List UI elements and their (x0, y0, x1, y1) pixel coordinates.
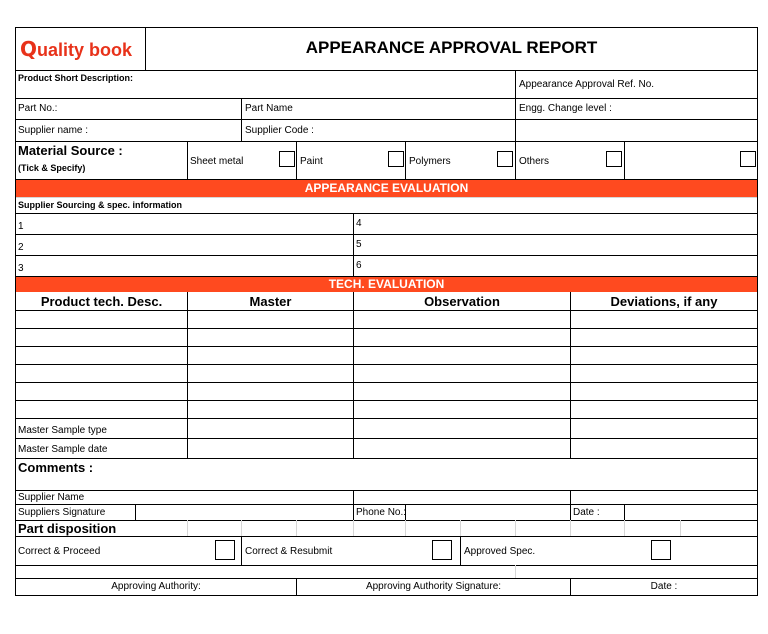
part-name-label: Part Name (245, 103, 293, 114)
master-sample-type-label: Master Sample type (18, 425, 107, 436)
part-no-label: Part No.: (18, 103, 58, 114)
disposition-approved-spec-label: Approved Spec. (464, 546, 536, 557)
engg-change-level-label: Engg. Change level : (519, 103, 612, 114)
logo-mark: Q (20, 37, 38, 61)
brand-logo (20, 37, 132, 63)
approval-ref-label: Appearance Approval Ref. No. (519, 79, 655, 90)
approval-date-label: Date : (650, 581, 678, 592)
disposition-correct-resubmit-checkbox[interactable] (432, 540, 452, 560)
material-source-label: Material Source : (18, 143, 123, 158)
appearance-row-6: 6 (356, 260, 362, 271)
material-option-sheet-metal: Sheet metal (190, 156, 244, 167)
appearance-row-1: 1 (18, 221, 24, 232)
appearance-row-2: 2 (18, 242, 24, 253)
disposition-correct-proceed-label: Correct & Proceed (18, 546, 101, 557)
supplier-code-label: Supplier Code : (245, 125, 314, 136)
material-source-hint: (Tick & Specify) (18, 163, 86, 173)
supplier-sourcing-heading: Supplier Sourcing & spec. information (18, 200, 183, 210)
disposition-correct-resubmit-label: Correct & Resubmit (245, 546, 333, 557)
part-disposition-label: Part disposition (18, 521, 117, 536)
product-short-description-label: Product Short Description: (18, 73, 134, 83)
appearance-row-3: 3 (18, 263, 24, 274)
material-paint-checkbox[interactable] (388, 151, 404, 167)
signoff-date-label: Date : (573, 507, 600, 518)
material-option-others: Others (519, 156, 550, 167)
phone-no-label: Phone No.: (356, 507, 407, 518)
appearance-row-4: 4 (356, 218, 362, 229)
material-others-checkbox[interactable] (606, 151, 622, 167)
supplier-name-label: Supplier name : (18, 125, 89, 136)
appearance-evaluation-band: APPEARANCE EVALUATION (16, 180, 757, 197)
column-observation: Observation (424, 294, 500, 309)
material-polymers-checkbox[interactable] (497, 151, 513, 167)
appearance-row-5: 5 (356, 239, 362, 250)
master-sample-date-label: Master Sample date (18, 444, 108, 455)
material-specify-checkbox[interactable] (740, 151, 756, 167)
disposition-approved-spec-checkbox[interactable] (651, 540, 671, 560)
column-product-tech-desc: Product tech. Desc. (40, 294, 163, 309)
material-sheet-metal-checkbox[interactable] (279, 151, 295, 167)
material-option-polymers: Polymers (409, 156, 451, 167)
tech-evaluation-band: TECH. EVALUATION (16, 277, 757, 292)
approving-authority-signature-label: Approving Authority Signature: (365, 581, 502, 592)
column-deviations: Deviations, if any (610, 294, 718, 309)
logo-text: uality book (37, 40, 133, 60)
suppliers-signature-label: Suppliers Signature (18, 507, 106, 518)
approving-authority-label: Approving Authority: (111, 581, 201, 592)
disposition-correct-proceed-checkbox[interactable] (215, 540, 235, 560)
supplier-name-signoff-label: Supplier Name (18, 492, 85, 503)
column-master: Master (249, 294, 292, 309)
material-option-paint: Paint (300, 156, 323, 167)
report-title: APPEARANCE APPROVAL REPORT (305, 38, 598, 57)
comments-label: Comments : (18, 460, 94, 475)
